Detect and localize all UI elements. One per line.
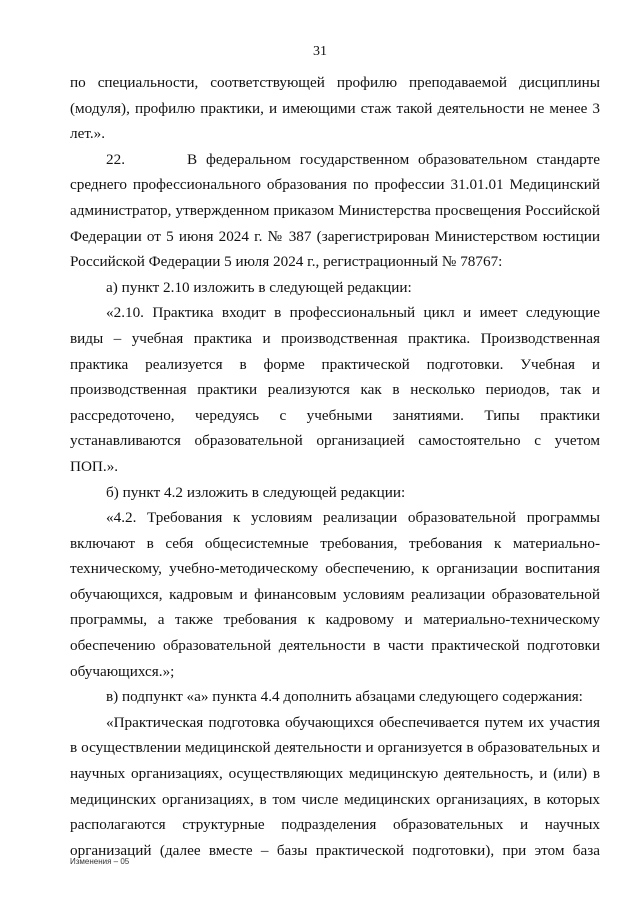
footer-note: Изменения – 05 (70, 857, 130, 866)
paragraph-continuation: по специальности, соответствующей профилю преподаваемой дисциплины (модуля), профилю практики, и имеющими стаж такой деятельности не менее 3 лет.». (70, 74, 600, 143)
document-body (70, 70, 600, 863)
paragraph-subitem-b: б) пункт 4.2 изложить в следующей редакции: (106, 483, 406, 501)
paragraph-subitem-a: а) пункт 2.10 изложить в следующей редакции: (106, 278, 412, 296)
paragraph-item-22: 22. В федеральном государственном образовательном стандарте среднего профессионального образования по профессии 31.01.01 Медицинский администратор, утвержденном приказом Министерства просвещения Российской Федерации от 5 июня 2024 г. № 387 (зарегистрирован Министерством юстиции Российской Федерации 5 июля 2024 г., регистрационный № 78767: (70, 150, 600, 271)
paragraph-subitem-v: в) подпункт «а» пункта 4.4 дополнить абзацами следующего содержания: (106, 688, 583, 706)
paragraph-practical-training: «Практическая подготовка обучающихся обеспечивается путем их участия в осуществлении медицинской деятельности и организуется в образовательных и научных организациях, осуществляющих медицинскую деятельность, и (или) в медицинских организациях, в том числе медицинских организациях, в которых располагаются структурные подразделения образовательных и научных организаций (далее вместе – базы практической подготовки), при этом база (70, 713, 600, 859)
paragraph-clause-4-2: «4.2. Требования к условиям реализации образовательной программы включают в себя общесистемные требования, требования к материально-техническому, учебно-методическому обеспечению, к организации воспитания обучающихся, кадровым и финансовым условиям реализации образовательной программы, а также требования к кадровому и материально-техническому обеспечению образовательной деятельности в части практической подготовки обучающихся.»; (70, 509, 600, 680)
paragraph-clause-2-10: «2.10. Практика входит в профессиональный цикл и имеет следующие виды – учебная практика и производственная практика. Производственная практика реализуется в форме практической подготовки. Учебная и производственная практики реализуются как в несколько периодов, так и рассредоточено, чередуясь с учебными занятиями. Типы практики устанавливаются образовательной организацией самостоятельно с учетом ПОП.». (70, 304, 600, 475)
page-number: 31 (313, 44, 327, 59)
